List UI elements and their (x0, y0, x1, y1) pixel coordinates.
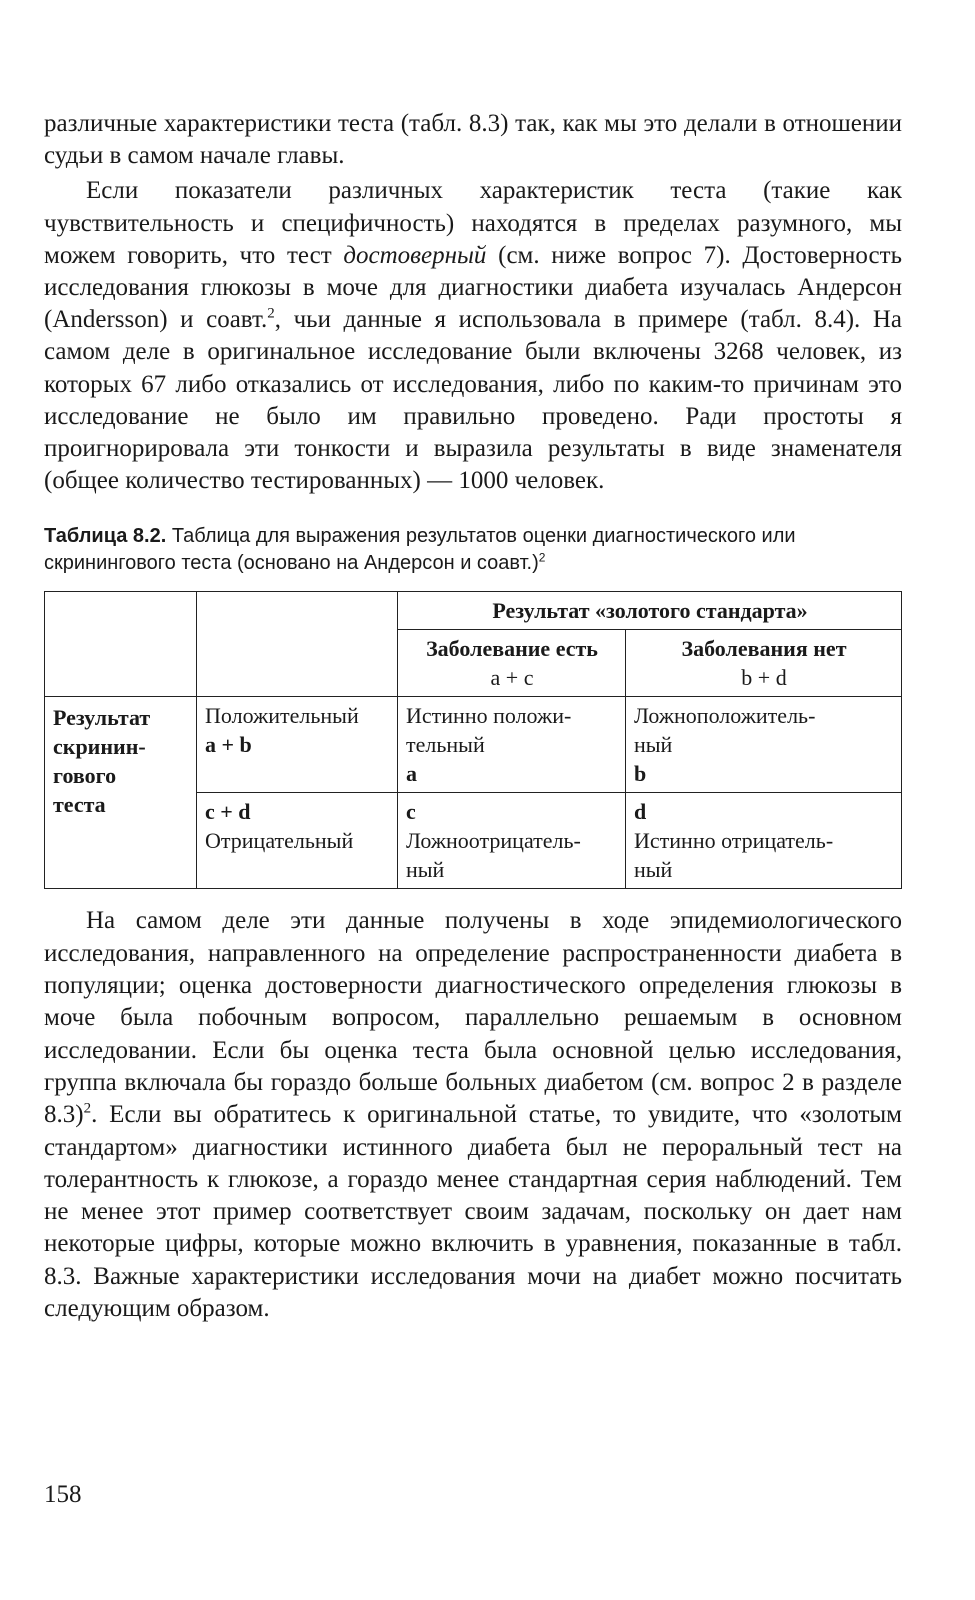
page-number: 158 (44, 1481, 82, 1508)
cell-text-line: ный (406, 857, 445, 883)
cell-text-line: Истинно отрицатель- (634, 828, 834, 854)
negative-formula: c + d (205, 799, 251, 825)
paragraph-3 (44, 905, 902, 1325)
paragraph-2-italic: достоверный (343, 241, 487, 269)
footnote-ref: 2 (267, 305, 275, 322)
gold-standard-header: Результат «золотого стандарта» (398, 592, 902, 630)
empty-corner-cell (197, 592, 398, 697)
screening-result-label (45, 697, 197, 889)
footnote-ref: 2 (83, 1100, 92, 1117)
cell-letter: c (406, 799, 416, 825)
true-positive-cell (398, 697, 626, 793)
table-caption-text: Таблица для выражения результатов оценки диагностического или скринингового теста (основано на Андерсон и соавт.) (44, 525, 796, 575)
cell-letter: a (406, 761, 417, 787)
cell-text-line: Ложноотрицатель- (406, 828, 581, 854)
positive-label: Положительный (205, 703, 359, 729)
disease-absent-formula: b + d (741, 665, 787, 691)
footnote-ref: 2 (538, 550, 546, 565)
paragraph-2-text: Если показатели различных характеристик теста (такие как чувствительность и специфичность) находятся в пределах разумного, мы можем говорить, что тест (44, 177, 902, 269)
row-label-line: гового (53, 763, 117, 789)
disease-absent-label: Заболевания нет (681, 636, 847, 662)
paragraph-2-text-continued: (см. ниже вопрос 7). Достоверность исследования глюкозы в моче для диагностики диабета изучалась Андерсон (Andersson) и соавт. (44, 241, 902, 334)
disease-present-header (398, 630, 626, 697)
paragraph-3-text: На самом деле эти данные получены в ходе эпидемиологического исследования, направленного на определение распространенности диабета в популяции; оценка достоверности диагностического определения глюкозы в моче была побочным вопросом, параллельно решаемым в основном исследовании. Если бы оценка теста была основной целью исследования, группа включала бы гораздо больше больных диабетом (см. вопрос 2 в разделе 8.3) (44, 907, 902, 1129)
row-label-line: теста (53, 792, 106, 818)
paragraph-3-tail: . Если вы обратитесь к оригинальной статье, то увидите, что «золотым стандартом» диагностики истинного диабета был не пероральный тест на толерантность к глюкозе, а гораздо менее стандартная серия наблюдений. Тем не менее этот пример соответствует своим задачам, поскольку он дает нам некоторые цифры, которые можно включить в уравнения, показанные в табл. 8.3. Важные характеристики исследования мочи на диабет можно посчитать следующим образом. (44, 1101, 902, 1322)
results-table (44, 591, 902, 889)
row-label-line: Результат (53, 705, 151, 731)
table-caption-label: Таблица 8.2. (44, 525, 167, 548)
cell-text-line: Истинно положи- (406, 703, 572, 729)
disease-present-label: Заболевание есть (426, 636, 598, 662)
positive-formula: a + b (205, 732, 252, 758)
table-header-row-1 (45, 592, 902, 630)
false-positive-cell (626, 697, 902, 793)
disease-present-formula: a + c (490, 665, 534, 691)
paragraph-2-tail: , чьи данные я использовала в примере (табл. 8.4). На самом деле в оригинальное исследование были включены 3268 человек, из которых 67 либо отказались от исследования, либо по каким-то причинам это исследование не было им правильно проведено. Ради простоты я проигнорировала эти тонкости и выразила результаты в виде знаменателя (общее количество тестированных) — 1000 человек. (44, 306, 902, 495)
cell-text-line: тельный (406, 732, 485, 758)
cell-letter: b (634, 761, 647, 787)
table-row-positive (45, 697, 902, 793)
table-caption (44, 523, 902, 577)
row-label-line: скринин- (53, 734, 146, 760)
true-negative-cell (626, 793, 902, 889)
paragraph-2 (44, 175, 902, 497)
negative-cell (197, 793, 398, 889)
cell-text-line: Ложноположитель- (634, 703, 816, 729)
empty-corner-cell (45, 592, 197, 697)
disease-absent-header (626, 630, 902, 697)
positive-cell (197, 697, 398, 793)
cell-text-line: ный (634, 732, 673, 758)
cell-letter: d (634, 799, 647, 825)
false-negative-cell (398, 793, 626, 889)
cell-text-line: ный (634, 857, 673, 883)
paragraph-1: различные характеристики теста (табл. 8.3) так, как мы это делали в отношении судьи в самом начале главы. (44, 110, 902, 170)
negative-label: Отрицательный (205, 828, 354, 854)
